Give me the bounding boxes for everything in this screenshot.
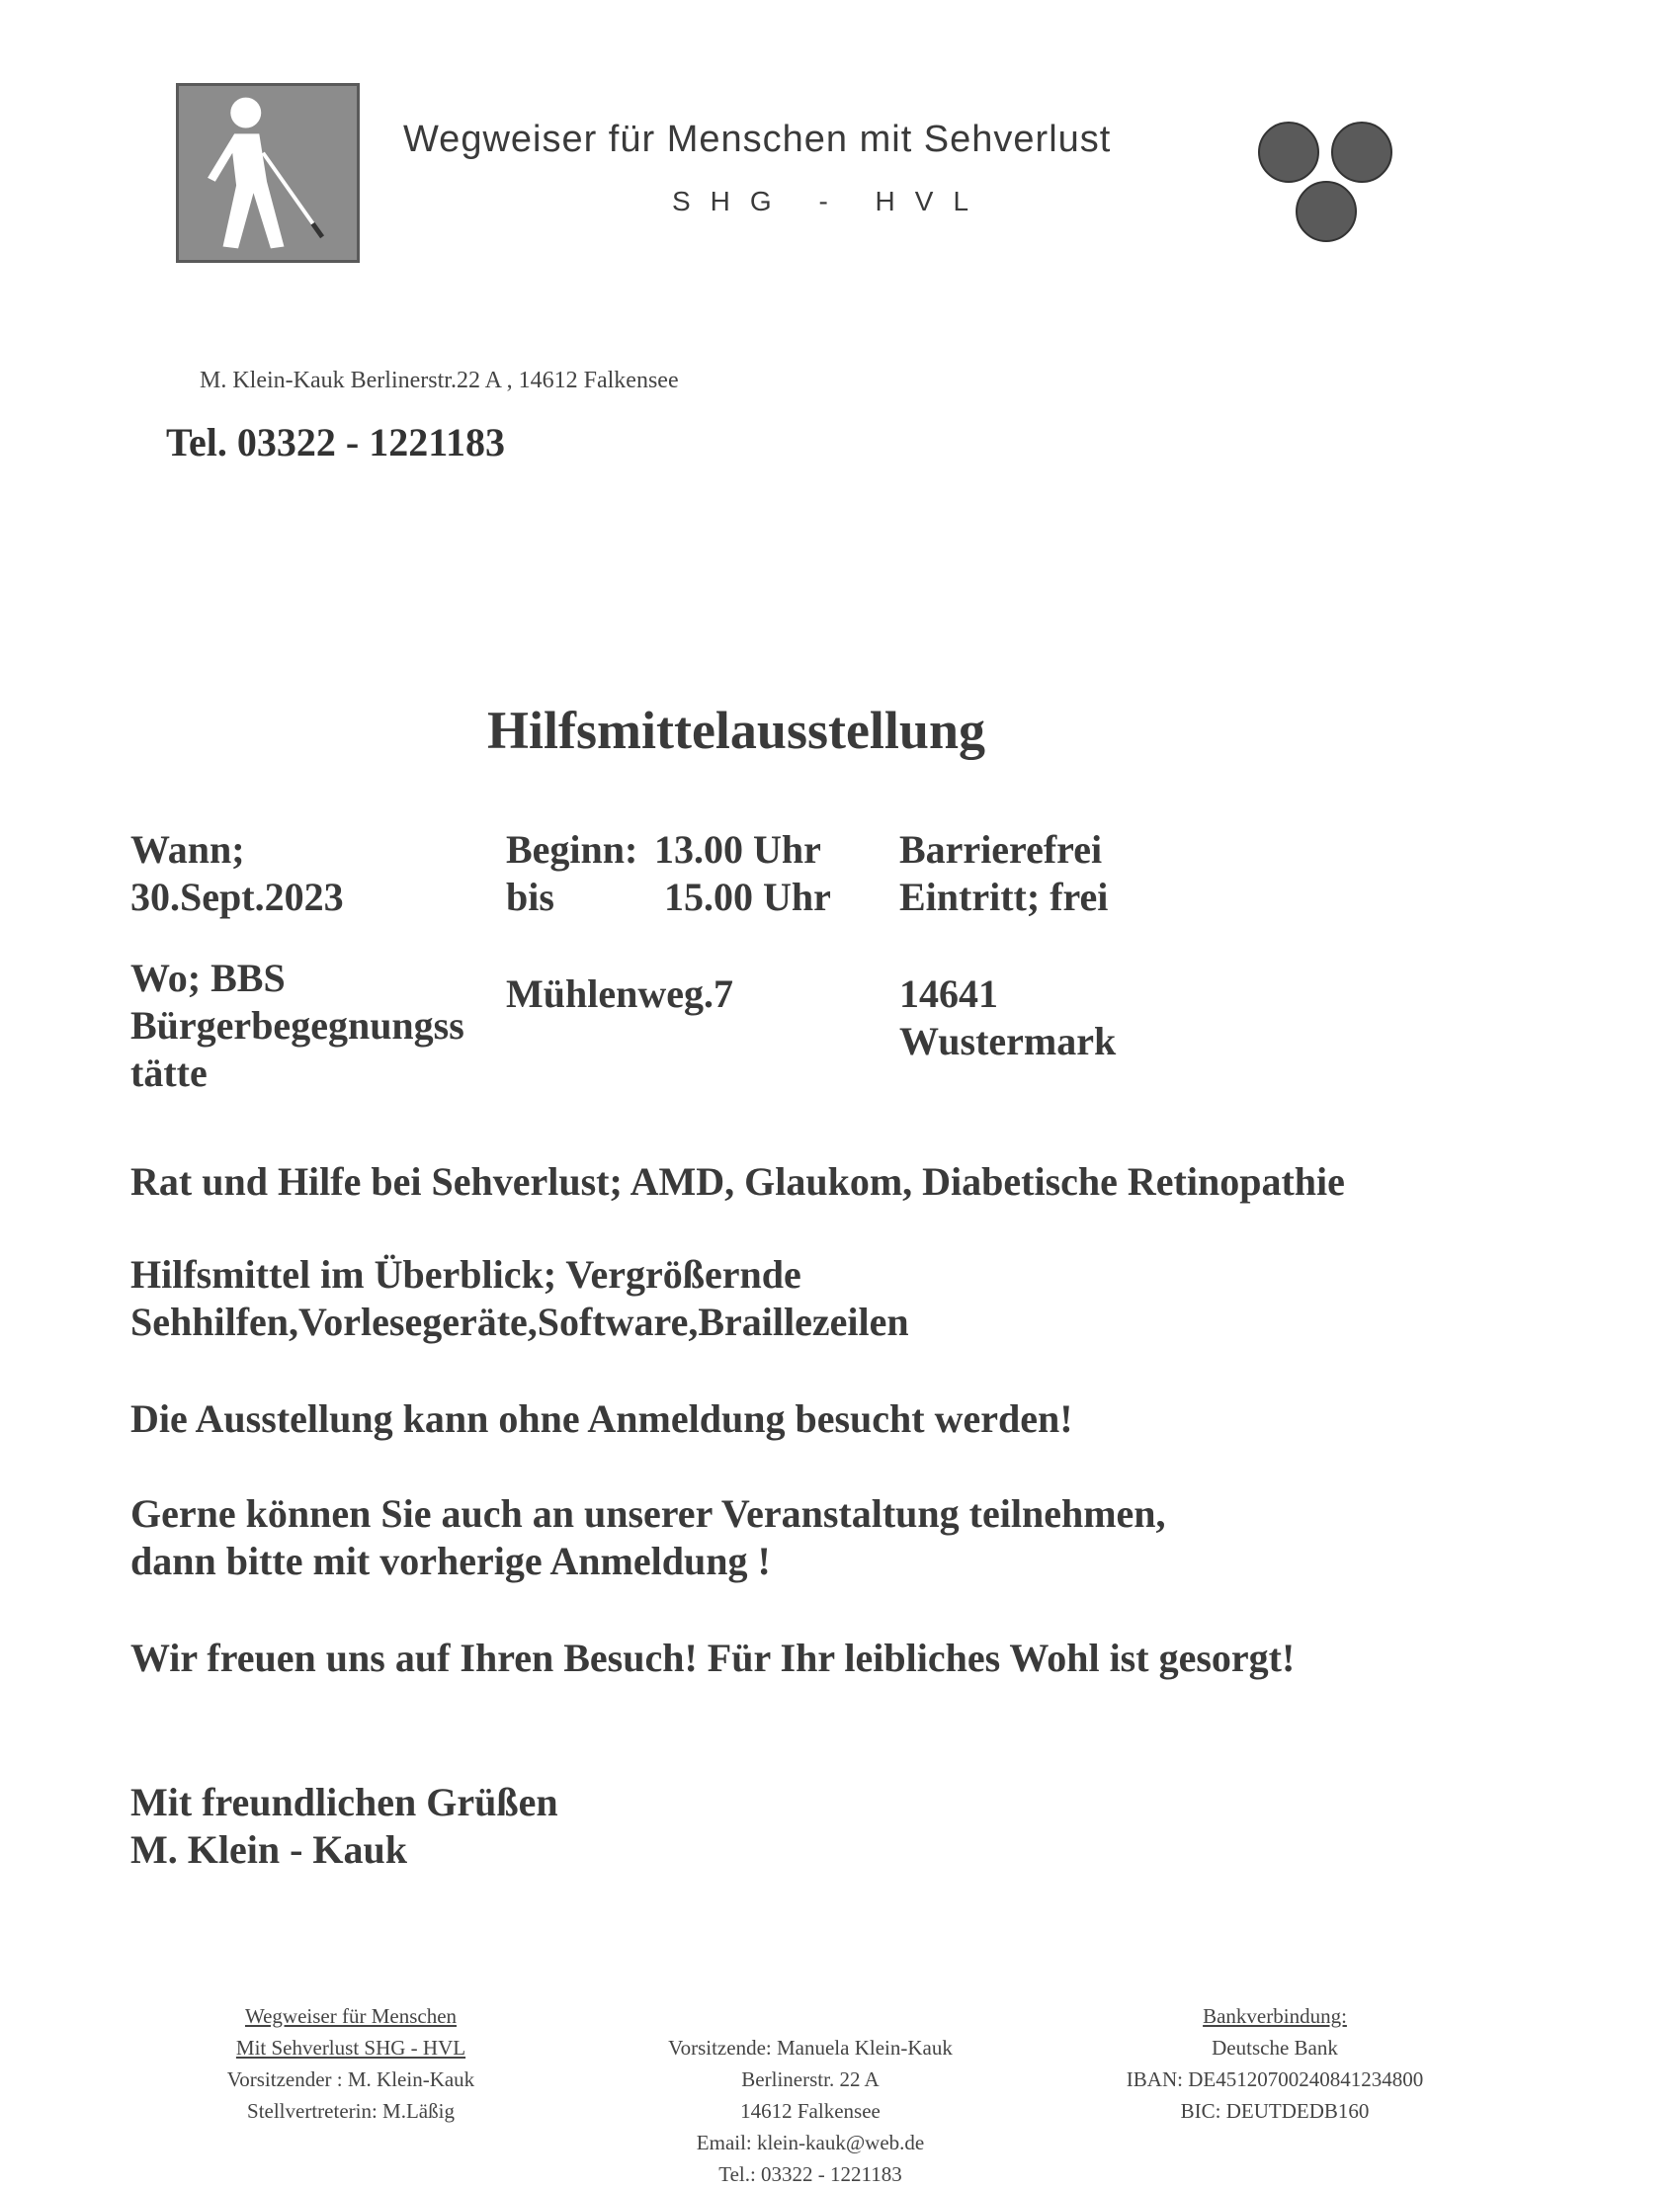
sender-phone: Tel. 03322 - 1221183	[166, 420, 505, 464]
organization-title: Wegweiser für Menschen mit Sehverlust	[403, 119, 1112, 160]
paragraph-line: Gerne können Sie auch an unserer Veranstaltung teilnehmen,	[130, 1491, 1166, 1536]
street: Mühlenweg.7	[506, 971, 733, 1016]
paragraph-line: dann bitte mit vorherige Anmeldung !	[130, 1539, 771, 1583]
footer-line: Bankverbindung:	[1203, 2004, 1347, 2028]
zip-city-block	[899, 970, 1116, 1065]
footer-line: Vorsitzender : M. Klein-Kauk	[226, 2067, 475, 2091]
when-label: Wann;	[130, 827, 245, 872]
sender-address: M. Klein-Kauk Berlinerstr.22 A , 14612 Falkensee	[200, 368, 679, 393]
begin-time: 13.00 Uhr	[654, 827, 821, 872]
begin-row	[506, 826, 831, 874]
time-block	[506, 826, 831, 921]
closing-greeting: Mit freundlichen Grüßen	[130, 1780, 558, 1824]
where-block	[130, 955, 464, 1097]
footer-organization	[173, 2000, 529, 2127]
paragraph-line: Hilfsmittel im Überblick; Vergrößernde	[130, 1252, 801, 1297]
footer-email: Email: klein-kauk@web.de	[696, 2131, 925, 2154]
begin-label: Beginn:	[506, 827, 638, 872]
paragraph-welcome: Wir freuen uns auf Ihren Besuch! Für Ihr leibliches Wohl ist gesorgt!	[130, 1636, 1296, 1680]
footer-line: Mit Sehverlust SHG - HVL	[235, 2036, 466, 2060]
organization-subtitle: SHG - HVL	[672, 186, 989, 216]
closing-name: M. Klein - Kauk	[130, 1827, 408, 1872]
where-line: Wo; BBS	[130, 956, 286, 1000]
footer-iban: IBAN: DE45120700240841234800	[1126, 2067, 1424, 2091]
page-title: Hilfsmittelausstellung	[486, 701, 985, 760]
three-dots-braille-icon	[1255, 117, 1413, 245]
paragraph-participate	[130, 1490, 1593, 1585]
where-line: Bürgerbegegnungss	[130, 1003, 464, 1048]
paragraph-aids	[130, 1251, 1593, 1346]
zip: 14641	[899, 971, 998, 1016]
until-label: bis	[506, 875, 554, 919]
entry-note: Eintritt; frei	[899, 875, 1109, 919]
footer-bank	[1087, 2000, 1463, 2127]
footer-bic: BIC: DEUTDEDB160	[1180, 2099, 1370, 2123]
closing	[130, 1779, 558, 1874]
when-block	[130, 826, 344, 921]
paragraph-no-registration: Die Ausstellung kann ohne Anmeldung besucht werden!	[130, 1396, 1073, 1441]
footer-line: Wegweiser für Menschen	[244, 2004, 458, 2028]
footer-line: Tel.: 03322 - 1221183	[718, 2162, 902, 2186]
footer-line: Berlinerstr. 22 A	[741, 2067, 880, 2091]
until-time: 15.00 Uhr	[664, 875, 831, 919]
until-row	[506, 874, 831, 921]
access-note: Barrierefrei	[899, 827, 1103, 872]
blind-person-with-cane-icon	[179, 86, 357, 260]
city: Wustermark	[899, 1019, 1117, 1063]
paragraph-line: Sehhilfen,Vorlesegeräte,Software,Braillezeilen	[130, 1300, 909, 1344]
footer-line: 14612 Falkensee	[740, 2099, 881, 2123]
where-line: tätte	[130, 1051, 208, 1095]
footer-line: Vorsitzende: Manuela Klein-Kauk	[668, 2036, 953, 2060]
access-block	[899, 826, 1108, 921]
when-date: 30.Sept.2023	[130, 875, 344, 919]
logo	[176, 83, 360, 263]
footer-line: Stellvertreterin: M.Läßig	[247, 2099, 455, 2123]
footer-contact	[623, 2032, 998, 2190]
footer-line: Deutsche Bank	[1212, 2036, 1338, 2060]
paragraph-advice: Rat und Hilfe bei Sehverlust; AMD, Glaukom, Diabetische Retinopathie	[130, 1159, 1345, 1204]
